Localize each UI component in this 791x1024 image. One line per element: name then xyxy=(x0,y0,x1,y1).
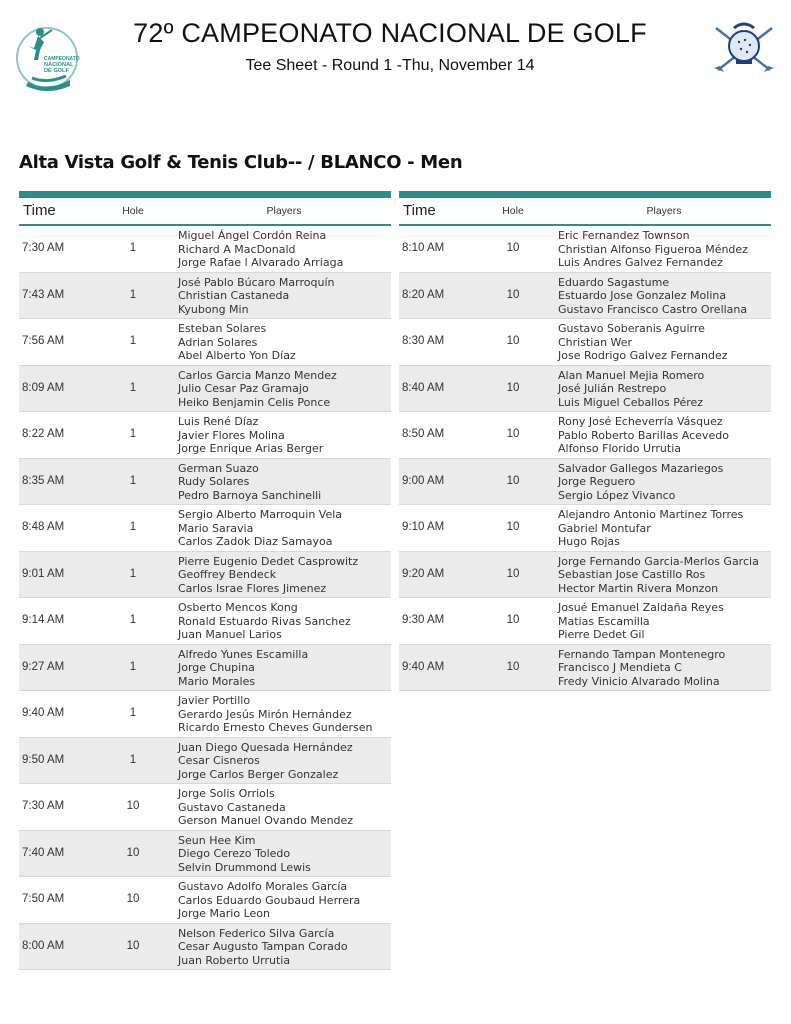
table-header xyxy=(399,198,771,226)
player-name: Ricardo Ernesto Cheves Gundersen xyxy=(178,721,373,735)
tee-time: 8:00 AM xyxy=(22,939,65,952)
hole-number: 1 xyxy=(129,474,137,487)
player-name: Sergio López Vivanco xyxy=(558,488,676,502)
player-name: Richard A MacDonald xyxy=(178,242,296,256)
tee-time: 9:40 AM xyxy=(402,660,445,673)
hole-number: 1 xyxy=(129,335,137,347)
table-row xyxy=(399,552,771,599)
player-name: Gustavo Soberanis Aguirre xyxy=(558,322,705,335)
column-header-hole: Hole xyxy=(122,205,144,217)
player-name: Hector Martin Rivera Monzon xyxy=(558,581,719,595)
player-name: Abel Alberto Yon Díaz xyxy=(178,349,296,363)
player-name: Carlos Israe Flores Jimenez xyxy=(178,581,327,595)
player-name: Mario Morales xyxy=(178,674,256,688)
player-name: Carlos Garcia Manzo Mendez xyxy=(178,368,337,382)
players-list xyxy=(558,601,724,642)
player-name: Nelson Federico Silva García xyxy=(178,926,335,940)
column-header-time: Time xyxy=(23,202,56,219)
page-title: 72º CAMPEONATO NACIONAL DE GOLF xyxy=(133,18,647,48)
player-name: Carlos Eduardo Goubaud Herrera xyxy=(178,893,361,907)
players-list xyxy=(178,415,323,456)
player-name: Alfredo Yunes Escamilla xyxy=(178,647,309,661)
championship-logo xyxy=(14,20,80,94)
table-row xyxy=(19,924,391,971)
players-list xyxy=(558,322,728,363)
player-name: Gustavo Castaneda xyxy=(178,800,286,814)
player-name: Gustavo Francisco Castro Orellana xyxy=(558,302,748,316)
players-list xyxy=(178,834,311,875)
tee-sheet-table-right xyxy=(399,191,771,691)
hole-number: 10 xyxy=(506,521,520,533)
player-name: Salvador Gallegos Mazariegos xyxy=(558,461,724,475)
player-name: Sergio Alberto Marroquin Vela xyxy=(178,508,343,521)
player-name: Eduardo Sagastume xyxy=(558,275,670,289)
tee-time: 7:50 AM xyxy=(22,893,65,905)
player-name: Rony José Echeverría Vásquez xyxy=(558,415,723,428)
player-name: Sebastian Jose Castillo Ros xyxy=(558,568,706,582)
players-list xyxy=(558,369,704,410)
hole-number: 10 xyxy=(506,242,520,254)
table-row xyxy=(399,366,771,413)
player-name: Kyubong Min xyxy=(178,302,249,316)
hole-number: 10 xyxy=(506,428,520,440)
players-list xyxy=(178,927,348,968)
player-name: Luis Andres Galvez Fernandez xyxy=(558,256,723,270)
tee-time: 9:01 AM xyxy=(22,567,65,580)
player-name: Javier Portillo xyxy=(178,694,251,707)
player-name: Jorge Mario Leon xyxy=(178,907,270,921)
player-name: Fredy Vinicio Alvarado Molina xyxy=(558,674,720,688)
table-row xyxy=(399,645,771,692)
players-list xyxy=(178,741,353,782)
hole-number: 10 xyxy=(126,893,140,905)
player-name: Josué Emanuel Zaldaña Reyes xyxy=(558,601,724,614)
table-row xyxy=(19,877,391,924)
table-row xyxy=(399,226,771,273)
tee-time: 7:30 AM xyxy=(22,242,65,254)
player-name: Pierre Dedet Gil xyxy=(558,628,645,642)
players-list xyxy=(178,555,358,596)
table-row xyxy=(19,645,391,692)
players-list xyxy=(558,555,759,596)
players-list xyxy=(178,601,351,642)
hole-number: 10 xyxy=(126,939,140,952)
player-name: German Suazo xyxy=(178,461,259,475)
hole-number: 1 xyxy=(129,242,137,254)
column-header-hole: Hole xyxy=(502,205,524,217)
hole-number: 10 xyxy=(506,381,520,394)
players-list xyxy=(558,229,748,270)
player-name: Heiko Benjamin Celis Ponce xyxy=(178,395,331,409)
players-list xyxy=(178,648,308,689)
hole-number: 10 xyxy=(506,335,520,347)
player-name: Jose Rodrigo Galvez Fernandez xyxy=(558,349,728,363)
hole-number: 10 xyxy=(506,474,520,487)
table-row xyxy=(399,505,771,552)
table-row xyxy=(399,319,771,366)
tee-time: 8:22 AM xyxy=(22,428,65,440)
player-name: Juan Roberto Urrutia xyxy=(178,953,291,967)
player-name: Francisco J Mendieta C xyxy=(558,661,682,675)
player-name: Diego Cerezo Toledo xyxy=(178,847,291,861)
svg-text:CAMPEONATO: CAMPEONATO xyxy=(44,56,80,62)
tee-time: 7:43 AM xyxy=(22,288,65,301)
table-accent-bar xyxy=(19,191,391,198)
hole-number: 10 xyxy=(506,614,520,626)
tee-time: 7:56 AM xyxy=(22,335,65,347)
tee-time: 7:30 AM xyxy=(22,800,65,812)
player-name: Christian Alfonso Figueroa Méndez xyxy=(558,242,748,256)
golf-federation-crest-icon xyxy=(708,18,780,76)
hole-number: 1 xyxy=(129,567,137,580)
player-name: Pablo Roberto Barillas Acevedo xyxy=(558,428,729,442)
players-list xyxy=(558,276,747,317)
player-name: Gerson Manuel Ovando Mendez xyxy=(178,814,354,828)
tee-time: 8:35 AM xyxy=(22,474,65,487)
player-name: Mario Saravia xyxy=(178,521,254,535)
page-subtitle: Tee Sheet - Round 1 -Thu, November 14 xyxy=(245,57,535,74)
player-name: Gerardo Jesús Mirón Hernández xyxy=(178,707,352,721)
table-row xyxy=(19,738,391,785)
player-name: Pierre Eugenio Dedet Casprowitz xyxy=(178,554,359,568)
player-name: Cesar Cisneros xyxy=(178,754,260,768)
player-name: Juan Diego Quesada Hernández xyxy=(178,740,353,754)
tee-time: 9:27 AM xyxy=(22,660,65,673)
players-list xyxy=(178,880,360,921)
hole-number: 1 xyxy=(129,707,137,719)
players-list xyxy=(558,415,729,456)
table-body xyxy=(399,226,771,691)
players-list xyxy=(178,462,321,503)
player-name: Julio Cesar Paz Gramajo xyxy=(178,382,309,396)
table-row xyxy=(399,459,771,506)
player-name: Javier Flores Molina xyxy=(178,428,285,442)
hole-number: 10 xyxy=(506,567,520,580)
table-row xyxy=(399,273,771,320)
hole-number: 1 xyxy=(129,381,137,394)
page-header xyxy=(0,0,791,110)
hole-number: 1 xyxy=(129,521,137,533)
players-list xyxy=(558,648,725,689)
player-name: Estuardo Jose Gonzalez Molina xyxy=(558,289,727,303)
player-name: Cesar Augusto Tampan Corado xyxy=(178,940,348,954)
tee-time: 9:10 AM xyxy=(402,521,445,533)
table-row xyxy=(399,598,771,645)
hole-number: 1 xyxy=(129,288,137,301)
table-row xyxy=(19,784,391,831)
player-name: Alfonso Florido Urrutia xyxy=(558,442,681,456)
player-name: Gustavo Adolfo Morales García xyxy=(178,880,348,893)
player-name: Jorge Carlos Berger Gonzalez xyxy=(178,767,339,781)
tee-time: 9:20 AM xyxy=(402,567,445,580)
player-name: Adrian Solares xyxy=(178,335,258,349)
players-list xyxy=(178,787,353,828)
table-row xyxy=(399,412,771,459)
table-row xyxy=(19,319,391,366)
table-row xyxy=(19,505,391,552)
table-row xyxy=(19,831,391,878)
table-row xyxy=(19,459,391,506)
table-accent-bar xyxy=(399,191,771,198)
table-header xyxy=(19,198,391,226)
player-name: Jorge Enrique Arias Berger xyxy=(178,442,324,456)
tee-time: 8:20 AM xyxy=(402,288,445,301)
player-name: Selvin Drummond Lewis xyxy=(178,860,311,874)
tee-time: 9:40 AM xyxy=(22,707,65,719)
tee-time: 9:00 AM xyxy=(402,474,445,487)
players-list xyxy=(178,276,334,317)
players-list xyxy=(558,508,743,549)
player-name: José Pablo Búcaro Marroquín xyxy=(178,275,335,289)
table-row xyxy=(19,366,391,413)
player-name: Eric Fernandez Townson xyxy=(558,229,690,242)
tee-time: 8:10 AM xyxy=(402,242,445,254)
table-row xyxy=(19,412,391,459)
table-body xyxy=(19,226,391,970)
table-row xyxy=(19,598,391,645)
player-name: Christian Wer xyxy=(558,335,633,349)
hole-number: 1 xyxy=(129,428,137,440)
tee-time: 9:30 AM xyxy=(402,614,445,626)
table-row xyxy=(19,273,391,320)
column-header-players: Players xyxy=(266,205,302,217)
tee-time: 8:48 AM xyxy=(22,521,65,533)
hole-number: 1 xyxy=(129,660,137,673)
player-name: Luis René Díaz xyxy=(178,415,259,428)
players-list xyxy=(558,462,723,503)
column-header-time: Time xyxy=(403,202,436,219)
tee-time: 8:09 AM xyxy=(22,381,65,394)
player-name: Gabriel Montufar xyxy=(558,521,651,535)
player-name: Jorge Fernando Garcia-Merlos Garcia xyxy=(558,554,759,568)
player-name: Juan Manuel Larios xyxy=(178,628,282,642)
table-row xyxy=(19,552,391,599)
hole-number: 10 xyxy=(126,846,140,859)
player-name: Esteban Solares xyxy=(178,322,267,335)
tee-time: 8:30 AM xyxy=(402,335,445,347)
tee-time: 8:50 AM xyxy=(402,428,445,440)
players-list xyxy=(178,369,337,410)
hole-number: 1 xyxy=(129,614,137,626)
column-header-players: Players xyxy=(646,205,682,217)
course-heading: Alta Vista Golf & Tenis Club-- / BLANCO - Men xyxy=(19,152,463,173)
tee-time: 9:14 AM xyxy=(22,614,65,626)
players-list xyxy=(178,322,296,363)
player-name: Luis Miguel Ceballos Pérez xyxy=(558,395,704,409)
players-list xyxy=(178,229,343,270)
tee-time: 8:40 AM xyxy=(402,381,445,394)
players-list xyxy=(178,508,342,549)
player-name: Carlos Zadok Diaz Samayoa xyxy=(178,535,333,549)
players-list xyxy=(178,694,372,735)
player-name: Hugo Rojas xyxy=(558,535,620,549)
player-name: Rudy Solares xyxy=(178,475,250,489)
player-name: Christian Castaneda xyxy=(178,289,290,303)
table-row xyxy=(19,691,391,738)
player-name: Alan Manuel Mejia Romero xyxy=(558,368,705,382)
hole-number: 10 xyxy=(506,660,520,673)
player-name: Osberto Mencos Kong xyxy=(178,601,298,614)
player-name: Geoffrey Bendeck xyxy=(178,568,277,582)
player-name: Jorge Rafae l Alvarado Arriaga xyxy=(178,256,344,270)
player-name: Fernando Tampan Montenegro xyxy=(558,647,726,661)
player-name: Seun Hee Kim xyxy=(178,833,256,847)
player-name: Jorge Reguero xyxy=(558,475,636,489)
player-name: Matias Escamilla xyxy=(558,614,650,628)
player-name: Alejandro Antonio Martinez Torres xyxy=(558,508,744,521)
player-name: José Julián Restrepo xyxy=(558,382,667,396)
tee-time: 9:50 AM xyxy=(22,753,65,766)
player-name: Jorge Solis Orriols xyxy=(178,787,275,800)
hole-number: 1 xyxy=(129,753,137,766)
player-name: Pedro Barnoya Sanchinelli xyxy=(178,488,322,502)
hole-number: 10 xyxy=(506,288,520,301)
table-row xyxy=(19,226,391,273)
player-name: Jorge Chupina xyxy=(178,661,255,675)
hole-number: 10 xyxy=(126,800,140,812)
svg-text:DE GOLF: DE GOLF xyxy=(44,68,69,74)
player-name: Miguel Ángel Cordón Reina xyxy=(178,229,327,242)
svg-text:NACIONAL: NACIONAL xyxy=(44,62,74,68)
tee-time: 7:40 AM xyxy=(22,846,65,859)
tee-sheet-table-left xyxy=(19,191,391,970)
player-name: Ronald Estuardo Rivas Sanchez xyxy=(178,614,351,628)
